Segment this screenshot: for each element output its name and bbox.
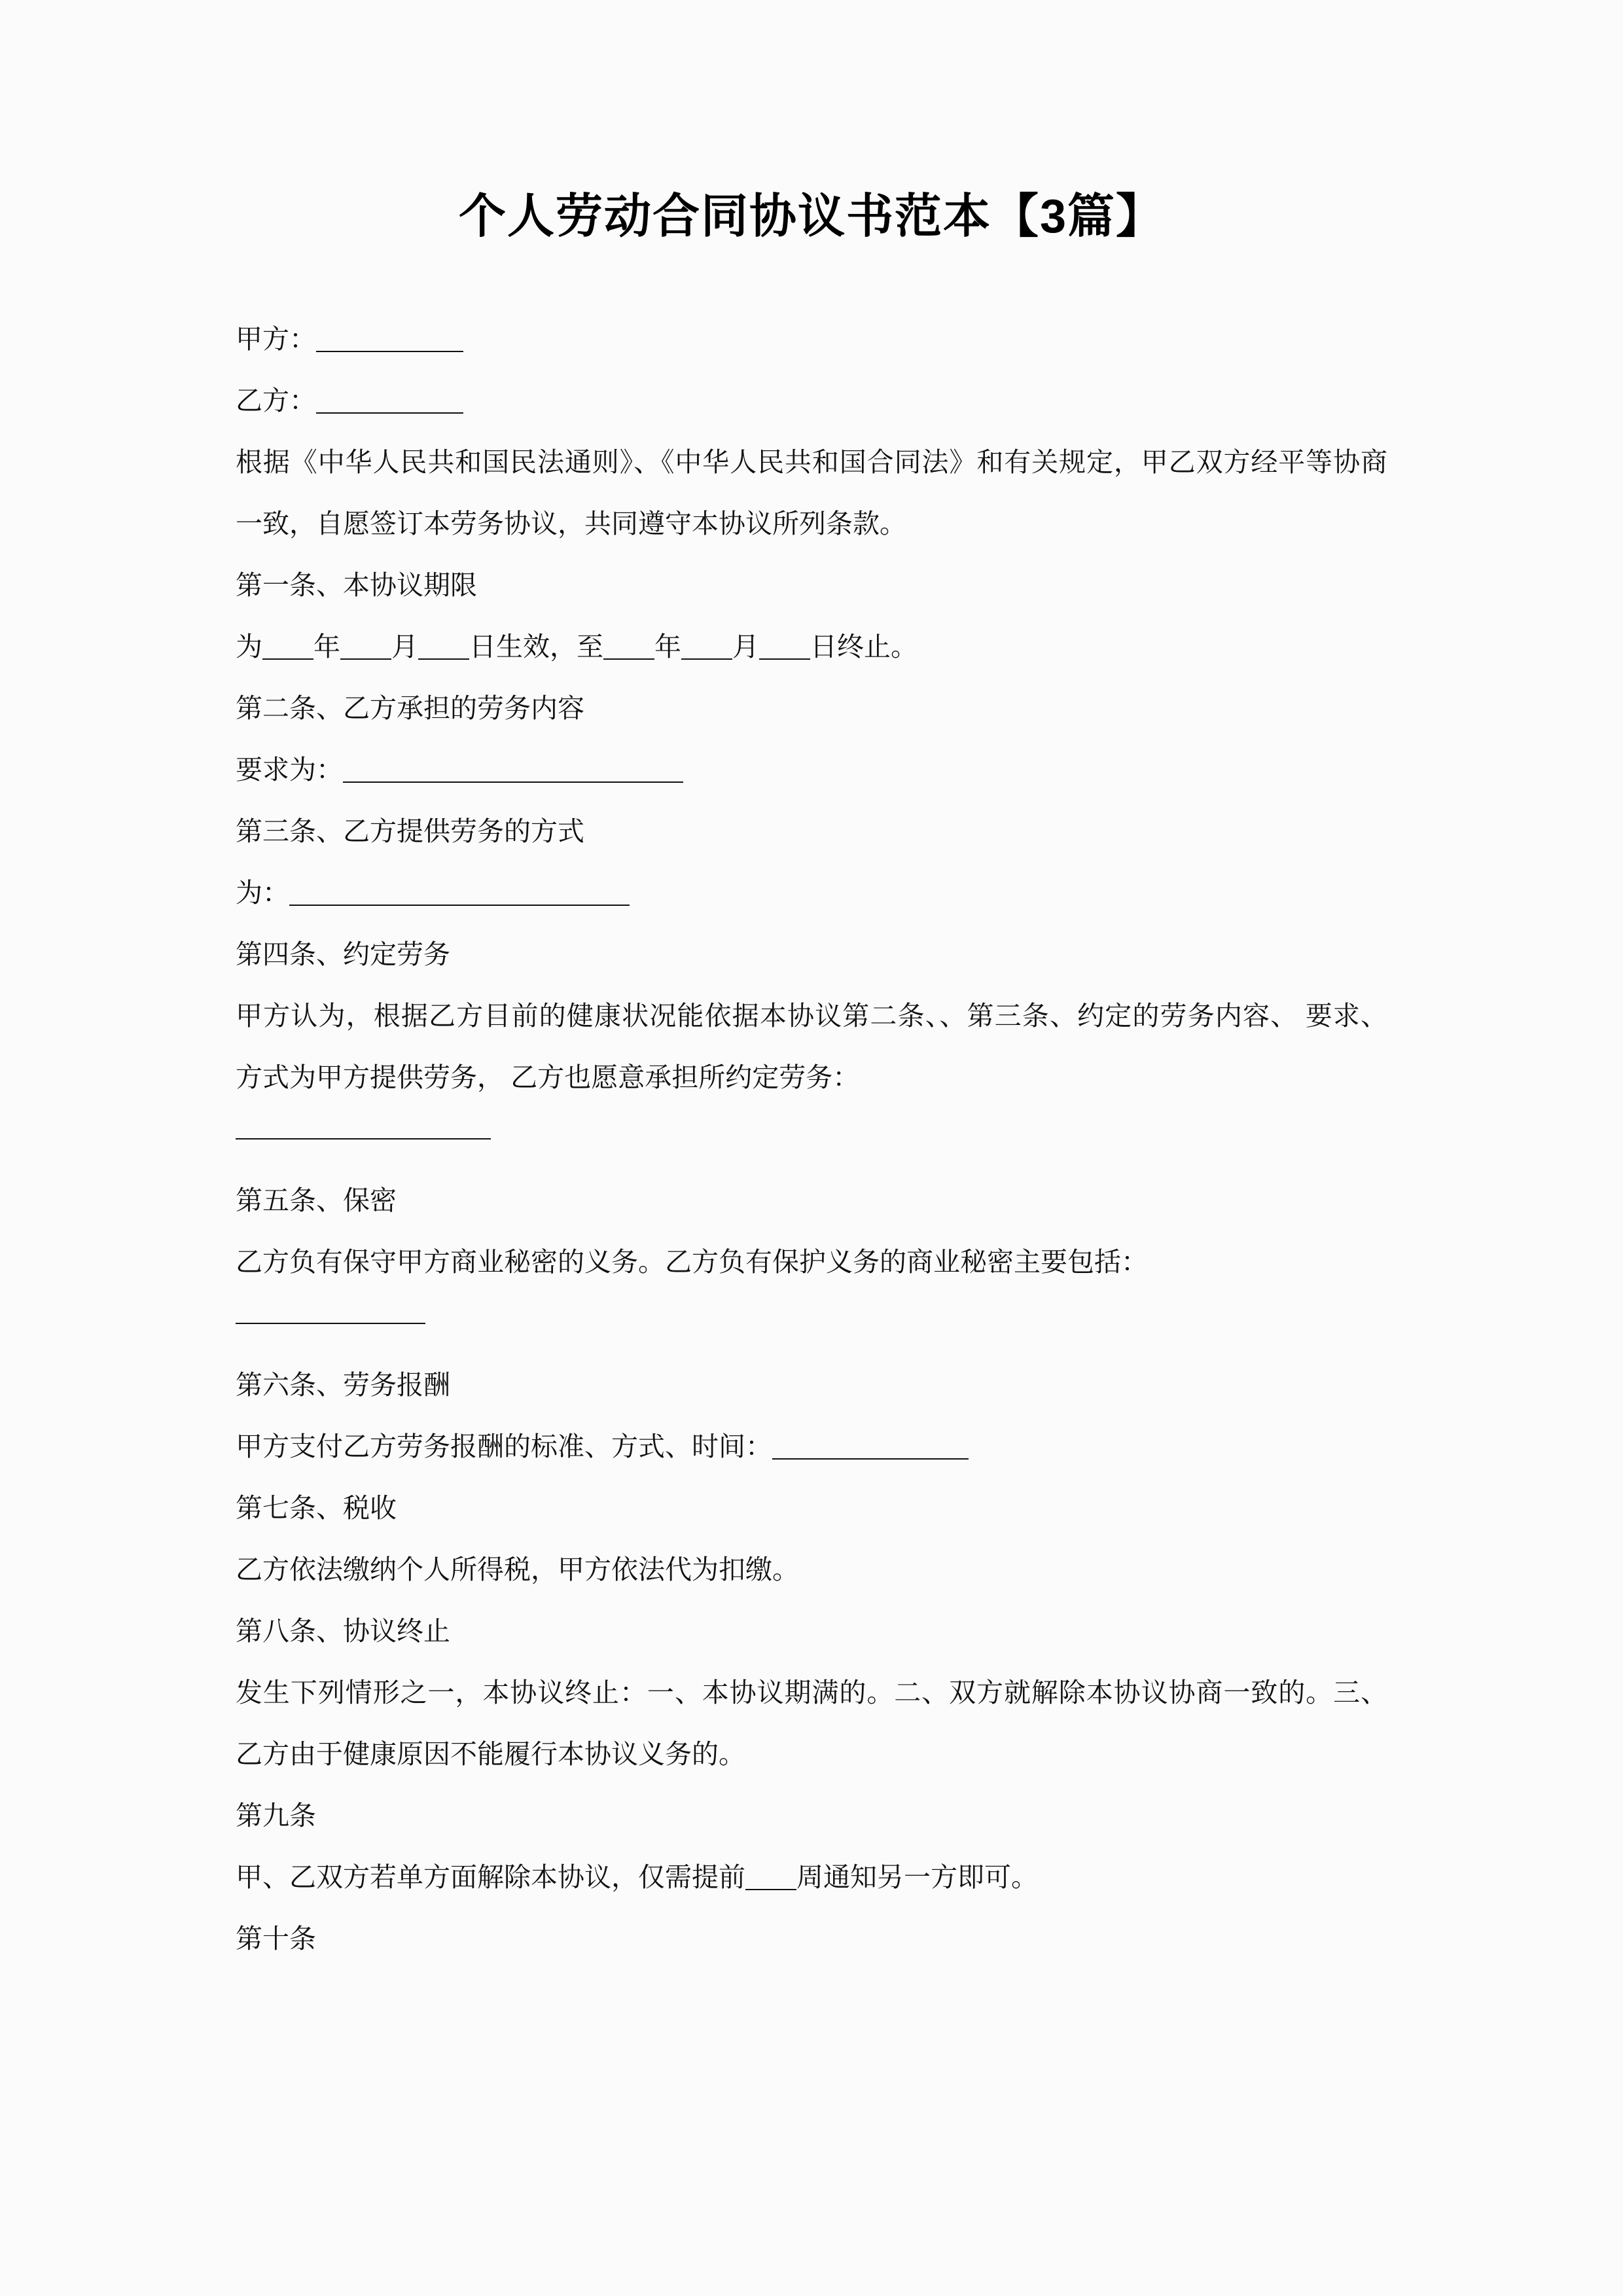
clause-6-heading: 第六条、劳务报酬	[236, 1369, 450, 1400]
clause-8-body: 发生下列情形之一，本协议终止：一、本协议期满的。二、双方就解除本协议协商一致的。三、乙方由于健康原因不能履行本协议义务的。	[236, 1677, 1387, 1769]
clause-6-payment-line	[236, 1416, 1387, 1477]
clause-3-label: 为：	[236, 877, 289, 908]
end-month-blank[interactable]	[681, 658, 732, 660]
clause-9-prefix: 甲、乙双方若单方面解除本协议，仅需提前	[236, 1861, 745, 1892]
clause-7-body: 乙方依法缴纳个人所得税，甲方依法代为扣缴。	[236, 1554, 799, 1585]
clause-9-body	[236, 1846, 1387, 1908]
clause-1-month-label: 月	[391, 631, 418, 662]
clause-3-method-line	[236, 862, 1387, 924]
clause-1-end-month-label: 月	[732, 631, 759, 662]
clause-10-heading: 第十条	[236, 1923, 316, 1954]
party-b-line	[236, 370, 1387, 431]
start-month-blank[interactable]	[340, 658, 391, 660]
clause-7-heading: 第七条、税收	[236, 1492, 397, 1523]
page-title: 个人劳动合同协议书范本【3篇】	[458, 190, 1165, 243]
clause-1-heading: 第一条、本协议期限	[236, 569, 477, 600]
party-b-label: 乙方：	[236, 385, 316, 416]
clause-2-heading: 第二条、乙方承担的劳务内容	[236, 692, 584, 723]
party-a-label: 甲方：	[236, 323, 316, 354]
end-year-blank[interactable]	[603, 658, 654, 660]
clause-2-requirement-line	[236, 739, 1387, 800]
notice-weeks-blank[interactable]	[745, 1889, 796, 1890]
start-year-blank[interactable]	[262, 658, 313, 660]
clause-5-blank-row	[236, 1293, 1387, 1354]
clause-3-blank[interactable]	[289, 905, 630, 906]
clause-1-term-line	[236, 616, 1387, 677]
clause-6-label: 甲方支付乙方劳务报酬的标准、方式、时间：	[236, 1431, 772, 1462]
party-a-blank[interactable]	[316, 351, 463, 352]
clause-5-blank[interactable]	[236, 1323, 425, 1324]
clause-1-year-label: 年	[313, 631, 340, 662]
clause-6-blank[interactable]	[772, 1458, 969, 1460]
clause-4-heading: 第四条、约定劳务	[236, 939, 450, 969]
clause-8-heading: 第八条、协议终止	[236, 1615, 450, 1646]
clause-1-prefix: 为	[236, 631, 262, 662]
clause-1-terminate-label: 日终止。	[810, 631, 918, 662]
start-day-blank[interactable]	[418, 658, 469, 660]
clause-9-heading: 第九条	[236, 1800, 316, 1831]
clause-4-signature-blank-row	[236, 1108, 1387, 1170]
clause-5-heading: 第五条、保密	[236, 1185, 397, 1215]
clause-2-label: 要求为：	[236, 754, 343, 785]
document-body	[236, 248, 1387, 1969]
clause-4-blank[interactable]	[236, 1138, 491, 1139]
clause-9-suffix: 周通知另一方即可。	[796, 1861, 1038, 1892]
clause-5-body: 乙方负有保守甲方商业秘密的义务。乙方负有保护义务的商业秘密主要包括：	[236, 1246, 1148, 1277]
party-b-blank[interactable]	[316, 412, 463, 414]
clause-2-blank[interactable]	[343, 781, 683, 783]
clause-1-end-year-label: 年	[654, 631, 681, 662]
end-day-blank[interactable]	[759, 658, 810, 660]
clause-3-heading: 第三条、乙方提供劳务的方式	[236, 816, 584, 846]
preamble-paragraph: 根据《中华人民共和国民法通则》、《中华人民共和国合同法》和有关规定，甲乙双方经平等协商一致，自愿签订本劳务协议，共同遵守本协议所列条款。	[236, 446, 1387, 539]
party-a-line	[236, 308, 1387, 370]
clause-4-body: 甲方认为，根据乙方目前的健康状况能依据本协议第二条、、第三条、约定的劳务内容、 要求、 方式为甲方提供劳务， 乙方也愿意承担所约定劳务：	[236, 1000, 1387, 1092]
clause-1-effective-label: 日生效，至	[469, 631, 603, 662]
